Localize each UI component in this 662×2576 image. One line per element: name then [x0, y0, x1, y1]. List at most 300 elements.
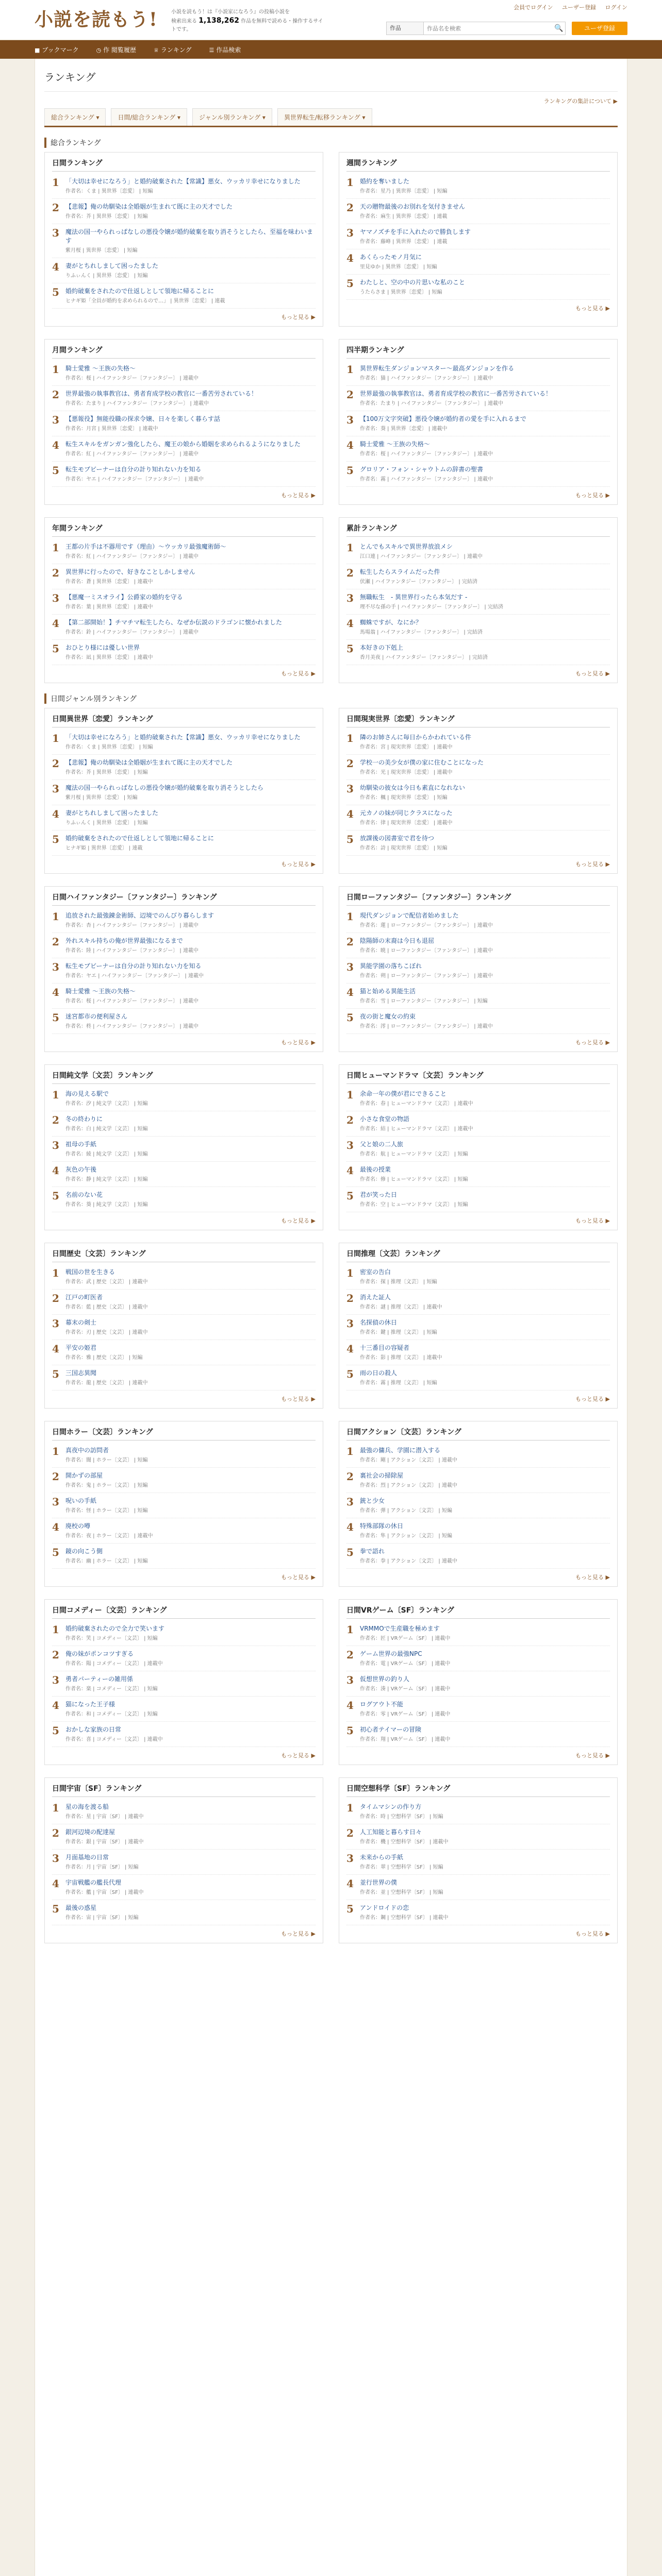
novel-title-link[interactable]: 追放された最強錬金術師、辺境でのんびり暮らします	[65, 912, 214, 919]
novel-title-link[interactable]: 君が笑った日	[360, 1191, 398, 1198]
ranking-item-body	[65, 1878, 316, 1896]
novel-title-link[interactable]: 未来からの手紙	[360, 1854, 404, 1861]
rank-number: 1	[52, 1445, 59, 1458]
novel-title-link[interactable]: 幼馴染の彼女は今日も素直になれない	[360, 784, 466, 791]
novel-meta: 作者名：澪 | ローファンタジー〔ファンタジー〕 | 連載中	[360, 1024, 493, 1029]
novel-meta: ヒナギ姫「全員が婚約を求められるので…」 | 異世界〔恋愛〕 | 連載	[65, 298, 225, 304]
ranking-item	[52, 1875, 316, 1900]
more-link[interactable]: もっと見る ▶	[575, 670, 610, 677]
more-link[interactable]: もっと見る ▶	[281, 1752, 316, 1759]
novel-title-link[interactable]: 灰色の午後	[65, 1166, 97, 1173]
ranking-item	[346, 386, 610, 411]
novel-title-link[interactable]: 異能学園の落ちこぼれ	[360, 962, 422, 970]
rank-number: 4	[346, 1877, 354, 1890]
novel-title-link[interactable]: 騎士愛雅 〜王族の失格〜	[65, 988, 136, 995]
ranking-item	[346, 224, 610, 249]
nav-label: 作 閲覧履歴	[103, 46, 137, 54]
novel-title-link[interactable]: 拳で語れ	[360, 1548, 385, 1555]
more-link[interactable]: もっと見る ▶	[281, 1039, 316, 1046]
rank-number: 3	[52, 414, 59, 426]
ranking-item	[346, 1799, 610, 1824]
novel-meta: 作者名：修 | ヒューマンドラマ〔文芸〕 | 短編	[360, 1177, 468, 1182]
tab-genre[interactable]: ジャンル別ランキング ▾	[192, 108, 272, 126]
novel-meta: 作者名：月 | 宇宙〔SF〕 | 短編	[65, 1865, 139, 1870]
count-prefix: 検索出来る	[171, 19, 199, 24]
novel-meta: うたらさま | 異世界〔恋愛〕 | 短編	[360, 290, 442, 295]
ranking-item	[346, 958, 610, 984]
search-input[interactable]	[424, 22, 553, 35]
novel-meta: 作者名：光 | 現実世界〔恋愛〕 | 連載中	[360, 770, 453, 775]
novel-title-link[interactable]: 星の海を渡る船	[65, 1803, 109, 1810]
novel-meta: りふぃんく | 異世界〔恋愛〕 | 短編	[65, 820, 148, 826]
more-link[interactable]: もっと見る ▶	[281, 314, 316, 320]
novel-title-link[interactable]: ログアウト不能	[360, 1701, 404, 1708]
novel-title-link[interactable]: ヤマノズチを手に入れたので勝負します	[360, 228, 471, 235]
rank-number: 1	[346, 1089, 354, 1101]
ranking-item	[346, 984, 610, 1009]
novel-title-link[interactable]: 天の贈物最後のお別れを気付きません	[360, 203, 466, 210]
more-link[interactable]: もっと見る ▶	[575, 1930, 610, 1937]
novel-title-link[interactable]: 裏社会の掃除屋	[360, 1472, 404, 1479]
novel-title-link[interactable]: 名前のない花	[65, 1191, 103, 1198]
novel-title-link[interactable]: 猫と始める異能生活	[360, 988, 416, 995]
ranking-item	[52, 1621, 316, 1646]
rank-number: 1	[346, 1802, 354, 1814]
novel-title-link[interactable]: 転生モブビーナーは自分の計り知れない力を知る	[65, 466, 202, 473]
ranking-item-body	[65, 262, 316, 279]
novel-title-link[interactable]: 【悲報】俺の幼馴染は全婚姻が生まれて既に主の天才でした	[65, 759, 233, 766]
rank-number: 1	[346, 541, 354, 554]
novel-title-link[interactable]: 戦国の世を生きる	[65, 1268, 115, 1276]
more-link[interactable]: もっと見る ▶	[281, 1574, 316, 1581]
ranking-item	[346, 174, 610, 199]
novel-title-link[interactable]: 異世界転生ダンジョンマスター〜最高ダンジョンを作る	[360, 365, 515, 372]
novel-title-link[interactable]: 陰陽師の末裔は今日も退屈	[360, 937, 435, 944]
novel-title-link[interactable]: 冬の終わりに	[65, 1115, 103, 1123]
ranking-item	[52, 1671, 316, 1697]
novel-meta: 作者名：雪 | ローファンタジー〔ファンタジー〕 | 短編	[360, 998, 488, 1004]
novel-title-link[interactable]: 婚約破棄をされたので仕返しとして領地に帰ることに	[65, 287, 214, 295]
more-link[interactable]: もっと見る ▶	[281, 1396, 316, 1402]
ranking-item-body	[65, 1725, 316, 1743]
novel-title-link[interactable]: 呪いの手紙	[65, 1497, 97, 1504]
novel-title-link[interactable]: 特殊部隊の休日	[360, 1522, 404, 1530]
ranking-item	[52, 805, 316, 831]
novel-title-link[interactable]: 月面基地の日常	[65, 1854, 109, 1861]
rank-number: 2	[346, 1292, 354, 1304]
novel-title-link[interactable]: 魔法の国一やられっぱなしの悪役令嬢が婚約破棄を取り消そうとしたら	[65, 784, 264, 791]
more-link[interactable]: もっと見る ▶	[575, 305, 610, 312]
rank-number: 1	[346, 732, 354, 744]
header-link-login[interactable]: ログイン	[605, 4, 627, 11]
novel-title-link[interactable]: 世界最強の執事教官は、勇者育成学校の教官に一番苦労されている！	[360, 390, 552, 397]
rank-number: 5	[52, 1724, 59, 1737]
nav-label: 作品検索	[216, 46, 241, 54]
ranking-item	[52, 780, 316, 805]
novel-title-link[interactable]: 開かずの部屋	[65, 1472, 103, 1479]
novel-title-link[interactable]: 【悪魔一ミスオライ】公爵家の婚約を守る	[65, 594, 183, 601]
rank-number: 1	[52, 1089, 59, 1101]
novel-title-link[interactable]: 外れスキル持ちの俺が世界最強になるまで	[65, 937, 183, 944]
novel-title-link[interactable]: 【悪報役】無能役職の探求令嬢、日々を楽しく暮らす話	[65, 415, 221, 422]
novel-title-link[interactable]: 最後の授業	[360, 1166, 391, 1173]
novel-title-link[interactable]: 蜘蛛ですが、なにか？	[360, 619, 422, 626]
ranking-item	[52, 1365, 316, 1391]
novel-title-link[interactable]: 海の見える駅で	[65, 1090, 109, 1097]
novel-meta: 作者名：柊 | ハイファンタジー〔ファンタジー〕 | 連載中	[65, 1024, 198, 1029]
search-type-select[interactable]: 作品	[387, 22, 424, 35]
novel-title-link[interactable]: 「大切は幸せになろう」と婚約破棄された【常識】悪女、ウッカリ幸せになりました	[65, 178, 301, 185]
ranking-item	[346, 1544, 610, 1569]
novel-meta: 作者名：翠 | 空想科学〔SF〕 | 短編	[360, 1865, 443, 1870]
header-link-member[interactable]: 会員でログイン	[514, 4, 553, 11]
more-link[interactable]: もっと見る ▶	[281, 1217, 316, 1224]
rank-number: 2	[346, 201, 354, 214]
ranking-item	[52, 1824, 316, 1850]
novel-title-link[interactable]: おかしな家族の日常	[65, 1726, 122, 1733]
novel-title-link[interactable]: 最後の惑星	[65, 1904, 97, 1911]
rank-number: 5	[346, 1724, 354, 1737]
novel-title-link[interactable]: 江戸の町医者	[65, 1294, 103, 1301]
ranking-item-body	[360, 253, 610, 270]
rank-number: 4	[52, 808, 59, 820]
ranking-item-body	[65, 1650, 316, 1667]
ranking-item-body	[65, 389, 316, 407]
novel-title-link[interactable]: VRMMOで生産職を極めます	[360, 1625, 440, 1632]
novel-title-link[interactable]: 真夜中の訪問者	[65, 1447, 109, 1454]
nav-history[interactable]	[96, 45, 136, 54]
ranking-item-body	[65, 987, 316, 1005]
novel-title-link[interactable]: あくらったモノ月気に	[360, 253, 422, 261]
ranking-card	[339, 1243, 618, 1409]
user-register-button[interactable]: ユーザ登録	[572, 22, 627, 35]
novel-meta: 作者名：静 | 純文学〔文芸〕 | 短編	[65, 1177, 148, 1182]
novel-title-link[interactable]: 俺の妹がポンコツすぎる	[65, 1650, 134, 1657]
ranking-item	[52, 1111, 316, 1137]
rank-number: 2	[346, 388, 354, 401]
novel-title-link[interactable]: 初心者テイマーの冒険	[360, 1726, 422, 1733]
novel-title-link[interactable]: 余命一年の僕が君にできること	[360, 1090, 447, 1097]
novel-title-link[interactable]: とんでもスキルで異世界放浪メシ	[360, 543, 453, 550]
ranking-item-body	[65, 1547, 316, 1565]
novel-title-link[interactable]: 本好きの下剋上	[360, 644, 404, 651]
novel-title-link[interactable]: アンドロイドの恋	[360, 1904, 409, 1911]
novel-title-link[interactable]: 学校一の美少女が僕の家に住むことになった	[360, 759, 484, 766]
novel-title-link[interactable]: 隣のお姉さんに毎日からかわれている件	[360, 734, 472, 741]
rank-number: 3	[52, 961, 59, 973]
ranking-item-body	[360, 1012, 610, 1030]
novel-title-link[interactable]: 迷宮都市の便利屋さん	[65, 1013, 128, 1020]
novel-meta: 作者名：詩 | 現実世界〔恋愛〕 | 短編	[360, 845, 448, 851]
novel-title-link[interactable]: グロリア・フォン・シャウトムの辞書の聖書	[360, 466, 484, 473]
ranking-item-body	[360, 1191, 610, 1208]
ranking-card	[339, 517, 618, 683]
ranking-card-title: 四半期ランキング	[346, 345, 610, 359]
count-suffix: 作品を無料で読める・操作するサイトです。	[171, 19, 323, 32]
nav-label: ランキング	[160, 46, 192, 54]
novel-title-link[interactable]: 猫になった王子様	[65, 1701, 115, 1708]
novel-meta: 作者名：空 | ヒューマンドラマ〔文芸〕 | 短編	[360, 1202, 468, 1208]
novel-meta: 作者名：鬼 | ホラー〔文芸〕 | 短編	[65, 1483, 148, 1488]
ranking-item-body	[65, 1115, 316, 1132]
novel-meta: 作者名：汐 | 純文学〔文芸〕 | 短編	[65, 1101, 148, 1107]
ranking-item-body	[65, 1828, 316, 1845]
ranking-item	[346, 1875, 610, 1900]
novel-meta: 作者名：和 | コメディー〔文芸〕 | 短編	[65, 1711, 158, 1717]
novel-title-link[interactable]: 婚約を奪いました	[360, 178, 410, 185]
novel-title-link[interactable]: 並行世界の僕	[360, 1879, 398, 1886]
novel-meta: 作者名：霧 | 推理〔文芸〕 | 短編	[360, 1380, 437, 1386]
ranking-item-body	[65, 1522, 316, 1539]
rank-number: 4	[346, 252, 354, 264]
section-title: 日間ジャンル別ランキング	[44, 693, 618, 704]
ranking-item-body	[65, 593, 316, 611]
tab-overall[interactable]: 総合ランキング ▾	[44, 108, 106, 126]
rank-number: 3	[52, 1852, 59, 1865]
novel-title-link[interactable]: 放課後の図書室で君を待つ	[360, 835, 435, 842]
novel-title-link[interactable]: 幕末の剣士	[65, 1319, 97, 1326]
ranking-item-body	[360, 1700, 610, 1718]
novel-title-link[interactable]: 転生したらスライムだった件	[360, 568, 440, 575]
ranking-sections	[44, 138, 618, 1943]
novel-meta: 作者名：夜 | ホラー〔文芸〕 | 連載中	[65, 1533, 153, 1539]
ranking-card-title: 日間ハイファンタジー〔ファンタジー〕ランキング	[52, 892, 316, 906]
nav-bookmark[interactable]	[35, 45, 79, 54]
ranking-item-body	[65, 1446, 316, 1464]
novel-meta: 作者名：龍 | 歴史〔文芸〕 | 連載中	[65, 1380, 148, 1386]
ranking-item-body	[360, 834, 610, 852]
novel-meta: 作者名：弾 | アクション〔文芸〕 | 短編	[360, 1508, 452, 1514]
ranking-item	[52, 1900, 316, 1925]
ranking-item-body	[360, 202, 610, 220]
novel-title-link[interactable]: 【第二部開始！】チマチマ転生したら、なぜか伝説のドラゴンに懐かれました	[65, 619, 283, 626]
ranking-card-title: 日間現実世界〔恋愛〕ランキング	[346, 714, 610, 727]
ranking-item	[346, 1290, 610, 1315]
novel-meta: 作者名：陸 | ハイファンタジー〔ファンタジー〕 | 連載中	[65, 948, 198, 954]
ranking-item	[346, 1086, 610, 1111]
novel-meta: りふぃんく | 異世界〔恋愛〕 | 短編	[65, 273, 148, 279]
rank-number: 5	[346, 464, 354, 477]
rank-number: 5	[52, 286, 59, 298]
tagline-line-2	[171, 16, 326, 34]
more-link[interactable]: もっと見る ▶	[281, 492, 316, 499]
novel-meta: 作者名：春 | ヒューマンドラマ〔文芸〕 | 連載中	[360, 1101, 473, 1107]
novel-title-link[interactable]: わたしと、空の中の片思いな私のこと	[360, 279, 466, 286]
novel-title-link[interactable]: 密室の告白	[360, 1268, 391, 1276]
novel-meta: 江口連 | ハイファンタジー〔ファンタジー〕 | 連載中	[360, 554, 483, 560]
rank-number: 1	[52, 176, 59, 189]
rank-number: 5	[52, 1546, 59, 1558]
novel-title-link[interactable]: 元カノの妹が同じクラスになった	[360, 809, 453, 817]
novel-title-link[interactable]: 三国志異聞	[65, 1369, 97, 1377]
ranking-item-body	[65, 1471, 316, 1489]
novel-title-link[interactable]: 騎士愛雅 〜王族の失格〜	[65, 365, 136, 372]
rank-number: 2	[52, 1114, 59, 1126]
header-link-register[interactable]: ユーザー登録	[562, 4, 597, 11]
ranking-item-body	[360, 937, 610, 954]
rank-number: 2	[52, 201, 59, 214]
novel-title-link[interactable]: 勇者パーティーの雑用係	[65, 1675, 134, 1683]
novel-title-link[interactable]: 妻がとちれしまして困ったました	[65, 809, 159, 817]
novel-meta: 作者名：白 | 純文学〔文芸〕 | 短編	[65, 1126, 148, 1132]
ranking-card-title: 日間ホラー〔文芸〕ランキング	[52, 1427, 316, 1440]
ranking-item	[52, 1799, 316, 1824]
ranking-item-body	[65, 1140, 316, 1158]
more-link[interactable]: もっと見る ▶	[575, 1396, 610, 1402]
more-link[interactable]: もっと見る ▶	[281, 1930, 316, 1937]
novel-title-link[interactable]: 仮想世界の釣り人	[360, 1675, 410, 1683]
ranking-item	[52, 958, 316, 984]
novel-title-link[interactable]: 婚約破棄されたので全力で笑います	[65, 1625, 165, 1632]
novel-title-link[interactable]: 十三番目の容疑者	[360, 1344, 410, 1351]
nav-search[interactable]	[209, 45, 241, 54]
novel-meta: 作者名：鍵 | 推理〔文芸〕 | 短編	[360, 1330, 437, 1335]
novel-title-link[interactable]: 【100万文字突破】悪役令嬢が婚約者の愛を手に入れるまで	[360, 415, 526, 422]
ranking-card-title: 日間ヒューマンドラマ〔文芸〕ランキング	[346, 1070, 610, 1084]
novel-meta: 作者名：綾 | 純文学〔文芸〕 | 短編	[65, 1151, 148, 1157]
ranking-item-body	[360, 1904, 610, 1921]
novel-title-link[interactable]: 鏡の向こう側	[65, 1548, 103, 1555]
novel-title-link[interactable]: 夜の街と魔女の約束	[360, 1013, 416, 1020]
ranking-item-body	[360, 1446, 610, 1464]
rank-number: 3	[52, 1317, 59, 1330]
ranking-item-body	[360, 1090, 610, 1107]
rank-number: 3	[52, 783, 59, 795]
ranking-item	[52, 224, 316, 258]
novel-meta: 作者名：紅 | ハイファンタジー〔ファンタジー〕 | 連載中	[65, 554, 198, 560]
novel-meta: 作者名：謎 | 推理〔文芸〕 | 連載中	[360, 1304, 442, 1310]
ranking-item	[346, 1722, 610, 1747]
novel-title-link[interactable]: 【悲報】俺の幼馴染は全婚姻が生まれて既に主の天才でした	[65, 203, 233, 210]
ranking-item-body	[65, 465, 316, 483]
novel-title-link[interactable]: 世界最強の執事教官は、勇者育成学校の教官に一番苦労されている！	[65, 390, 258, 397]
novel-title-link[interactable]: 婚約破棄をされたので仕返しとして領地に帰ることに	[65, 835, 214, 842]
novel-title-link[interactable]: 無職転生 - 異世界行ったら本気だす -	[360, 594, 468, 601]
search-box	[386, 22, 566, 35]
novel-title-link[interactable]: 宇宙戦艦の艦長代理	[65, 1879, 122, 1886]
more-link[interactable]: もっと見る ▶	[575, 1217, 610, 1224]
rank-number: 5	[346, 1190, 354, 1202]
ranking-item-body	[360, 1268, 610, 1285]
novel-title-link[interactable]: 魔法の国一やられっぱなしの悪役令嬢が婚約破棄を取り消そうとしたら、至福を味わいます	[65, 228, 313, 244]
more-link[interactable]: もっと見る ▶	[575, 861, 610, 868]
rank-number: 5	[52, 1011, 59, 1024]
novel-title-link[interactable]: 王都の片手は不器用です（理由）〜ウッカリ最強魔術師〜	[65, 543, 226, 550]
novel-title-link[interactable]: 銀河辺境の配達屋	[65, 1828, 115, 1836]
novel-title-link[interactable]: 銃と少女	[360, 1497, 385, 1504]
novel-meta: 作者名：芥 | 異世界〔恋愛〕 | 短編	[65, 214, 148, 219]
ranking-item-body	[360, 987, 610, 1005]
novel-title-link[interactable]: 小さな食堂の物語	[360, 1115, 410, 1123]
ranking-card	[44, 339, 323, 505]
novel-title-link[interactable]: タイムマシンの作り方	[360, 1803, 422, 1810]
novel-meta: 作者名：桜 | ハイファンタジー〔ファンタジー〕 | 連載中	[65, 998, 198, 1004]
novel-title-link[interactable]: 騎士愛雅 〜王族の失格〜	[360, 440, 430, 448]
novel-title-link[interactable]: 平安の姫君	[65, 1344, 97, 1351]
search-icon[interactable]: 🔍	[554, 24, 564, 32]
rank-number: 2	[346, 1649, 354, 1661]
ranking-item	[52, 1340, 316, 1365]
site-logo[interactable]	[35, 5, 158, 31]
more-link[interactable]: もっと見る ▶	[281, 670, 316, 677]
novel-meta: 伏瀬 | ハイファンタジー〔ファンタジー〕 | 完結済	[360, 579, 477, 585]
novel-title-link[interactable]: 消えた証人	[360, 1294, 391, 1301]
ranking-item	[52, 411, 316, 436]
ranking-item-body	[65, 1318, 316, 1336]
more-link[interactable]: もっと見る ▶	[575, 1039, 610, 1046]
novel-meta: 香月美夜 | ハイファンタジー〔ファンタジー〕 | 完結済	[360, 655, 488, 660]
rank-number: 2	[52, 388, 59, 401]
ranking-card	[44, 1421, 323, 1587]
novel-meta: 作者名：並 | 空想科学〔SF〕 | 短編	[360, 1890, 443, 1895]
ranking-item-body	[360, 1675, 610, 1692]
ranking-item-body	[65, 1803, 316, 1820]
tab-daily[interactable]: 日間/総合ランキング ▾	[111, 108, 187, 126]
novel-title-link[interactable]: 異世界に行ったので、好きなことしかしません	[65, 568, 195, 575]
novel-meta: 作者名：剛 | アクション〔文芸〕 | 連載中	[360, 1458, 457, 1463]
novel-title-link[interactable]: 転生モブビーナーは自分の計り知れない力を知る	[65, 962, 202, 970]
more-link[interactable]: もっと見る ▶	[575, 1752, 610, 1759]
rank-number: 5	[346, 277, 354, 290]
more-link[interactable]: もっと見る ▶	[281, 861, 316, 868]
ranking-item	[346, 1518, 610, 1544]
ranking-item	[52, 1493, 316, 1518]
ranking-item-body	[360, 543, 610, 560]
ranking-card	[44, 517, 323, 683]
ranking-item	[346, 908, 610, 933]
novel-meta: 作者名：ヤエ | ハイファンタジー〔ファンタジー〕 | 連載中	[65, 973, 204, 979]
novel-title-link[interactable]: 転生スキルをガンガン強化したら、魔王の娘から婚姻を求められるようになりました	[65, 440, 301, 448]
novel-title-link[interactable]: 妻がとちれしまして困ったました	[65, 262, 159, 269]
ranking-card-title: 月間ランキング	[52, 345, 316, 359]
more-link[interactable]: もっと見る ▶	[575, 1574, 610, 1581]
crown-icon: ♕	[154, 46, 159, 54]
novel-title-link[interactable]: 名探偵の休日	[360, 1319, 398, 1326]
rank-number: 5	[52, 1368, 59, 1380]
ranking-item-body	[360, 1878, 610, 1896]
page-title: ランキング	[44, 66, 618, 92]
nav-ranking[interactable]	[154, 45, 192, 54]
novel-title-link[interactable]: 現代ダンジョンで配信者始めました	[360, 912, 459, 919]
novel-title-link[interactable]: おひとり様には優しい世界	[65, 644, 140, 651]
novel-title-link[interactable]: 「大切は幸せになろう」と婚約破棄された【常識】悪女、ウッカリ幸せになりました	[65, 734, 301, 741]
rank-number: 3	[346, 783, 354, 795]
ranking-item-body	[65, 1369, 316, 1386]
novel-meta: 作者名：陽 | コメディー〔文芸〕 | 連載中	[65, 1661, 163, 1667]
ranking-card-title: 日間異世界〔恋愛〕ランキング	[52, 714, 316, 727]
novel-meta: 作者名：月宮 | 異世界〔恋愛〕 | 連載中	[65, 426, 158, 432]
ranking-item	[346, 361, 610, 386]
novel-title-link[interactable]: 父と娘の二人旅	[360, 1141, 404, 1148]
ranking-about-link[interactable]: ランキングの集計について ▶	[543, 98, 618, 105]
novel-meta: 作者名：たまり | ハイファンタジー〔ファンタジー〕 | 連載中	[360, 401, 503, 406]
novel-title-link[interactable]: 廃校の噂	[65, 1522, 91, 1530]
novel-title-link[interactable]: 祖母の手紙	[65, 1141, 97, 1148]
ranking-item-body	[360, 1293, 610, 1311]
novel-title-link[interactable]: 最強の傭兵、学園に潜入する	[360, 1447, 441, 1454]
novel-meta: 作者名：杏 | ハイファンタジー〔ファンタジー〕 | 連載中	[65, 923, 198, 928]
ranking-item	[52, 436, 316, 462]
novel-title-link[interactable]: 人工知能と暮らす日々	[360, 1828, 422, 1836]
novel-title-link[interactable]: 雨の日の殺人	[360, 1369, 398, 1377]
tab-isekai[interactable]: 異世界転生/転移ランキング ▾	[277, 108, 372, 126]
novel-title-link[interactable]: ゲーム世界の最強NPC	[360, 1650, 422, 1657]
ranking-item	[346, 564, 610, 589]
novel-meta: 作者名：猫 | ハイファンタジー〔ファンタジー〕 | 連載中	[360, 376, 493, 381]
novel-meta: 作者名：笑 | コメディー〔文芸〕 | 短編	[65, 1636, 158, 1641]
novel-meta: 作者名：霧 | ハイファンタジー〔ファンタジー〕 | 連載中	[360, 477, 493, 482]
more-link[interactable]: もっと見る ▶	[575, 492, 610, 499]
